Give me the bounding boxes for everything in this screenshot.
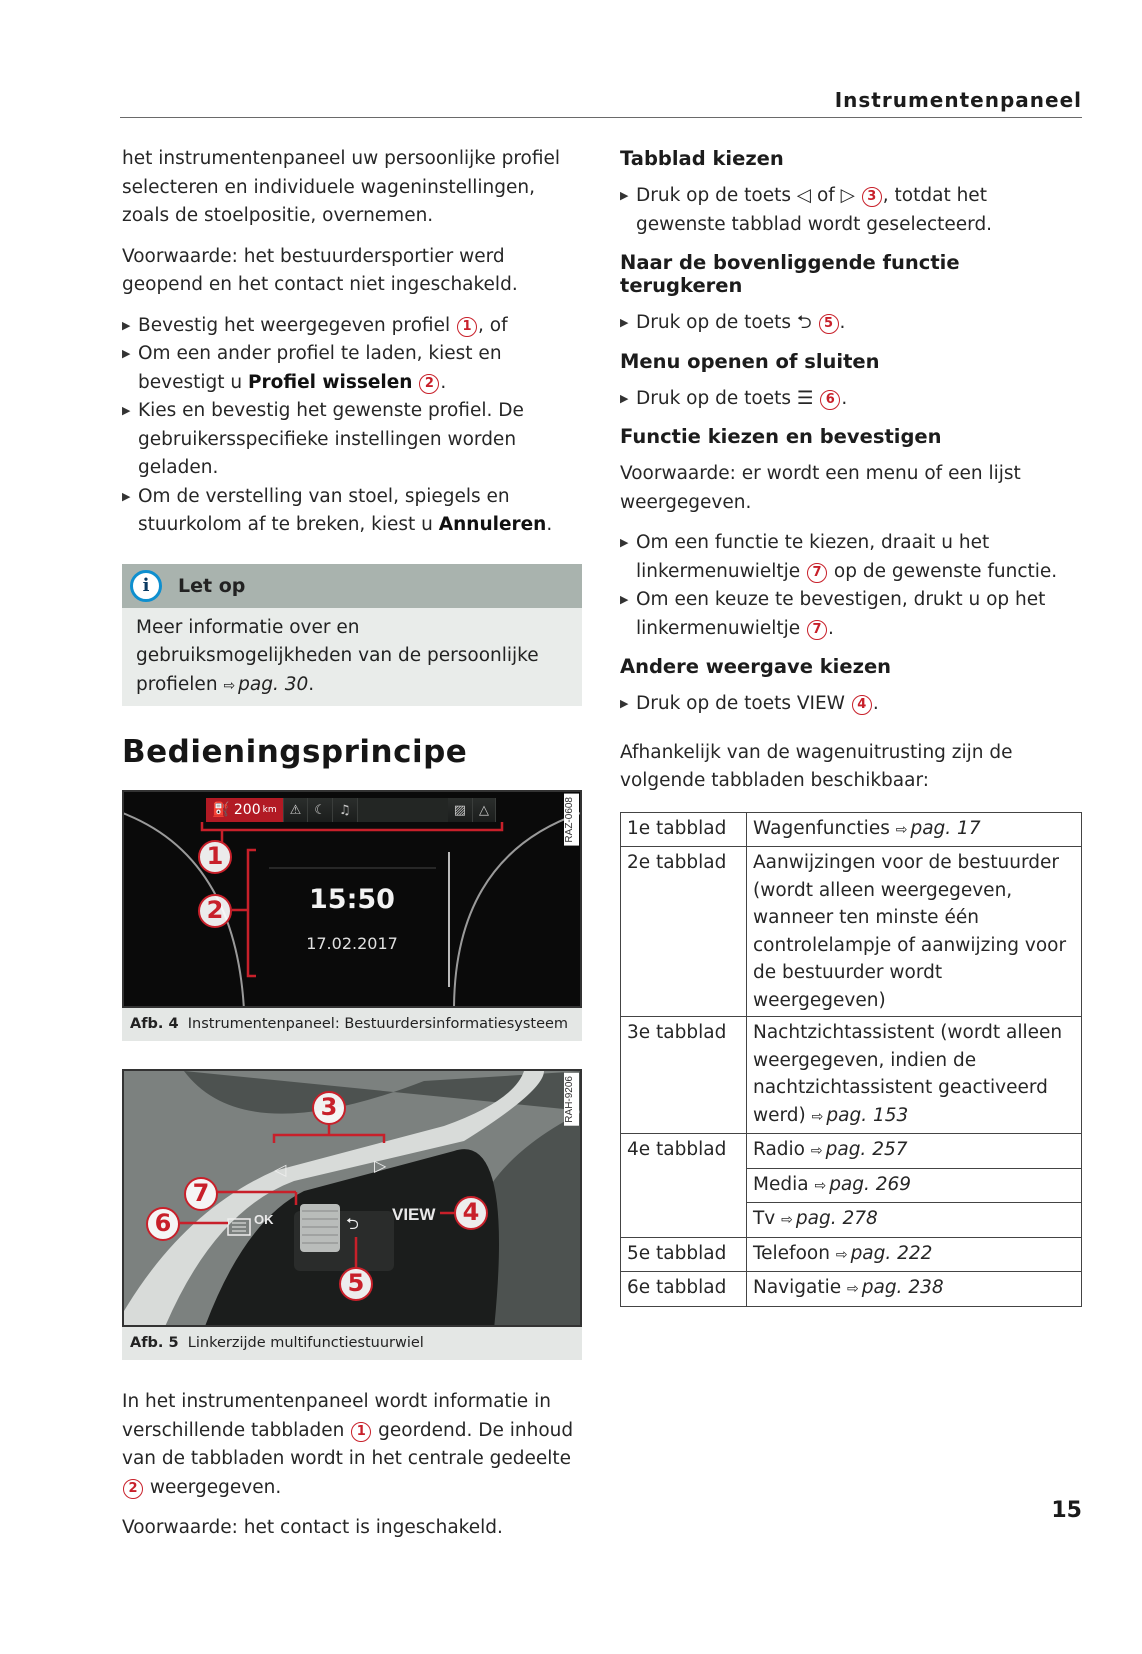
callout-ref: 2 xyxy=(123,1479,143,1499)
figure-caption: Afb. 5 Linkerzijde multifunctiestuurwiel xyxy=(130,1335,424,1351)
callout-ref: 5 xyxy=(819,314,839,334)
callout-6: 6 xyxy=(146,1207,180,1241)
figure-5 xyxy=(122,1069,582,1360)
page-ref-arrow-icon: ⇨ xyxy=(811,1108,824,1125)
clock-time: 15:50 xyxy=(309,884,395,915)
subheading: Andere weergave kiezen xyxy=(620,655,892,678)
condition-paragraph: Voorwaarde: er wordt een menu of een lijst weergegeven. xyxy=(620,463,1021,513)
step-item: ▶ Om een functie te kiezen, draait u het linkermenuwieltje 7 op de gewenste functie. xyxy=(620,529,1082,586)
tab-right-icon: ▷ xyxy=(374,1156,387,1175)
subheading: Naar de bovenliggende functie terugkeren xyxy=(620,251,960,297)
tab-content-cell: Media ⇨ pag. 269 xyxy=(747,1168,1082,1203)
ui-term: Annuleren xyxy=(438,514,547,535)
bullet-icon: ▶ xyxy=(620,391,629,405)
tab-content-cell: Wagenfuncties ⇨ pag. 17 xyxy=(747,812,1082,847)
page-ref-arrow-icon: ⇨ xyxy=(223,677,236,694)
table-row xyxy=(621,847,1082,1017)
music-note-icon: ♫ xyxy=(333,798,358,822)
page-ref-link[interactable]: pag. 238 xyxy=(861,1277,944,1298)
tab-number-cell: 1e tabblad xyxy=(621,812,747,847)
bullet-icon: ▶ xyxy=(122,318,131,332)
table-row xyxy=(621,1272,1082,1307)
section-tab-select xyxy=(620,147,1082,239)
note-header xyxy=(122,564,582,608)
cluster-tab-range: ⛽ 200 km xyxy=(206,798,284,822)
intro-paragraph: het instrumentenpaneel uw persoonlijke profiel selecteren en individuele wageninstellingen, zoals de stoelpositie, overnemen. xyxy=(122,148,561,226)
subheading: Tabblad kiezen xyxy=(620,147,784,170)
view-button-label: VIEW xyxy=(392,1205,436,1224)
section-title: Bedieningsprincipe xyxy=(122,734,468,770)
callout-ref: 6 xyxy=(820,390,840,410)
table-row xyxy=(621,1237,1082,1272)
step-item: ▶ Druk op de toets VIEW 4 . xyxy=(620,690,1082,719)
condition-paragraph: Voorwaarde: het bestuurdersportier werd geopend en het contact niet ingeschakeld. xyxy=(122,245,518,295)
info-icon: i xyxy=(130,570,162,602)
tab-number-cell: 6e tabblad xyxy=(621,1272,747,1307)
page-ref-arrow-icon: ⇨ xyxy=(847,1281,859,1297)
callout-7: 7 xyxy=(184,1177,218,1211)
callout-ref: 1 xyxy=(351,1422,371,1442)
page-ref-arrow-icon: ⇨ xyxy=(895,821,908,838)
navigation-arrow-icon: △ xyxy=(473,798,496,822)
step-item: ▶ Druk op de toets ☰ 6 . xyxy=(620,385,1082,414)
tab-left-icon: ◁ xyxy=(274,1160,287,1179)
bullet-icon: ▶ xyxy=(620,536,629,549)
ui-term: Profiel wisselen xyxy=(247,371,413,393)
subheading: Menu openen of sluiten xyxy=(620,349,880,373)
page-ref-link[interactable]: pag. 222 xyxy=(850,1242,933,1264)
step-item: ▶ Om de verstelling van stoel, spiegels en stuurkolom af te breken, kiest u Annuleren. xyxy=(122,483,582,540)
chapter-title: Instrumentenpaneel xyxy=(834,88,1082,112)
page-number: 15 xyxy=(1051,1498,1082,1523)
tabs-table xyxy=(620,812,1082,1307)
callout-1: 1 xyxy=(198,840,232,874)
page-ref-link[interactable]: pag. 269 xyxy=(829,1173,912,1195)
warning-triangle-icon: ⚠ xyxy=(284,798,309,822)
step-item: ▶ Druk op de toets ◁ of ▷ 3 , totdat het gewenste tabblad wordt geselecteerd. xyxy=(620,182,1082,239)
night-vision-icon: ☾ xyxy=(308,798,333,822)
subheading: Functie kiezen en bevestigen xyxy=(620,425,942,448)
step-item: ▶ Druk op de toets ⮌ 5 . xyxy=(620,309,1082,338)
instrument-cluster-image xyxy=(122,790,582,1008)
tab-number-cell: 2e tabblad xyxy=(621,847,747,1017)
tab-content-cell: Radio ⇨ pag. 257 xyxy=(747,1134,1082,1169)
callout-ref: 2 xyxy=(419,374,439,394)
step-item: ▶ Om een ander profiel te laden, kiest en bevestigt u Profiel wisselen 2 . xyxy=(122,340,582,397)
table-row xyxy=(621,1134,1082,1169)
note-body: Meer informatie over en gebruiksmogelijkheden van de persoonlijke profielen ⇨ pag. 30. xyxy=(136,616,539,695)
tab-content-cell: Telefoon ⇨ pag. 222 xyxy=(747,1237,1082,1272)
outro-paragraph: In het instrumentenpaneel wordt informatie in verschillende tabbladen 1 geordend. De inhoud van de tabbladen wordt in het centrale gedeelte 2 weergegeven. xyxy=(122,1391,574,1498)
page-header xyxy=(120,86,1082,118)
callout-ref: 7 xyxy=(807,563,827,583)
figure-code: RAH-9206 xyxy=(564,1073,579,1126)
callout-ref: 1 xyxy=(457,317,477,337)
steering-wheel-controls-image xyxy=(122,1069,582,1327)
ok-button-label: OK xyxy=(254,1212,274,1227)
bullet-icon: ▶ xyxy=(122,404,131,417)
phone-crossed-icon: ▨ xyxy=(448,798,473,822)
profile-steps xyxy=(122,312,582,540)
bullet-icon: ▶ xyxy=(620,593,629,606)
step-item: ▶ Bevestig het weergegeven profiel 1 , of xyxy=(122,312,582,341)
right-column xyxy=(620,145,1082,1307)
page-ref-arrow-icon: ⇨ xyxy=(810,1143,823,1159)
tab-number-cell: 3e tabblad xyxy=(621,1017,747,1134)
figure-4 xyxy=(122,790,582,1041)
step-item: ▶ Kies en bevestig het gewenste profiel. De gebruikersspecifieke instellingen worden geladen. xyxy=(122,397,582,483)
note-box xyxy=(122,564,582,707)
page-ref-link[interactable]: pag. 30 xyxy=(238,673,309,695)
step-item: ▶ Om een keuze te bevestigen, drukt u op het linkermenuwieltje 7 . xyxy=(620,586,1082,643)
callout-2: 2 xyxy=(198,894,232,928)
page-ref-arrow-icon: ⇨ xyxy=(781,1212,793,1228)
page-ref-link[interactable]: pag. 278 xyxy=(795,1208,878,1229)
bullet-icon: ▶ xyxy=(122,347,131,360)
section-back xyxy=(620,251,1082,338)
back-button-icon: ⮌ xyxy=(346,1214,359,1233)
bullet-icon: ▶ xyxy=(620,316,629,329)
callout-ref: 7 xyxy=(807,620,827,640)
table-row xyxy=(621,1017,1082,1134)
left-column xyxy=(122,145,582,1555)
callout-ref: 3 xyxy=(862,187,882,207)
bullet-icon: ▶ xyxy=(620,189,629,202)
figure-caption: Afb. 4 Instrumentenpaneel: Bestuurdersinformatiesysteem xyxy=(130,1016,569,1032)
clock-date: 17.02.2017 xyxy=(306,934,398,953)
tab-content-cell: Navigatie ⇨ pag. 238 xyxy=(747,1272,1082,1307)
page-ref-link[interactable]: pag. 17 xyxy=(910,817,981,839)
table-row xyxy=(621,812,1082,847)
condition-paragraph: Voorwaarde: het contact is ingeschakeld. xyxy=(122,1517,503,1538)
tab-content-cell: Nachtzichtassistent (wordt alleen weergegeven, indien de nachtzichtassistent geactiveerd werd) ⇨ pag. 153 xyxy=(747,1017,1082,1134)
note-title: Let op xyxy=(178,574,246,597)
tab-number-cell: 5e tabblad xyxy=(621,1237,747,1272)
page-ref-arrow-icon: ⇨ xyxy=(835,1246,848,1263)
callout-ref: 4 xyxy=(852,695,872,715)
callout-3: 3 xyxy=(312,1091,346,1125)
callout-5: 5 xyxy=(339,1267,373,1301)
section-menu xyxy=(620,350,1082,414)
callout-4: 4 xyxy=(454,1196,488,1230)
page-ref-arrow-icon: ⇨ xyxy=(814,1177,827,1194)
table-intro: Afhankelijk van de wagenuitrusting zijn de volgende tabbladen beschikbaar: xyxy=(620,741,1013,791)
figure-code: RAZ-0608 xyxy=(564,794,579,846)
tab-content-cell: Aanwijzingen voor de bestuurder (wordt alleen weergegeven, wanneer ten minste één controlelampje of aanwijzing voor de bestuurder wordt weergegeven) xyxy=(747,847,1082,1017)
bullet-icon: ▶ xyxy=(122,489,131,503)
cluster-tab-bar xyxy=(206,798,496,822)
page-ref-link[interactable]: pag. 153 xyxy=(826,1104,909,1126)
page-ref-link[interactable]: pag. 257 xyxy=(825,1139,908,1160)
bullet-icon: ▶ xyxy=(620,697,629,710)
tab-content-cell: Tv ⇨ pag. 278 xyxy=(747,1203,1082,1238)
tab-number-cell: 4e tabblad xyxy=(621,1134,747,1238)
fuel-pump-icon: ⛽ xyxy=(212,802,230,818)
